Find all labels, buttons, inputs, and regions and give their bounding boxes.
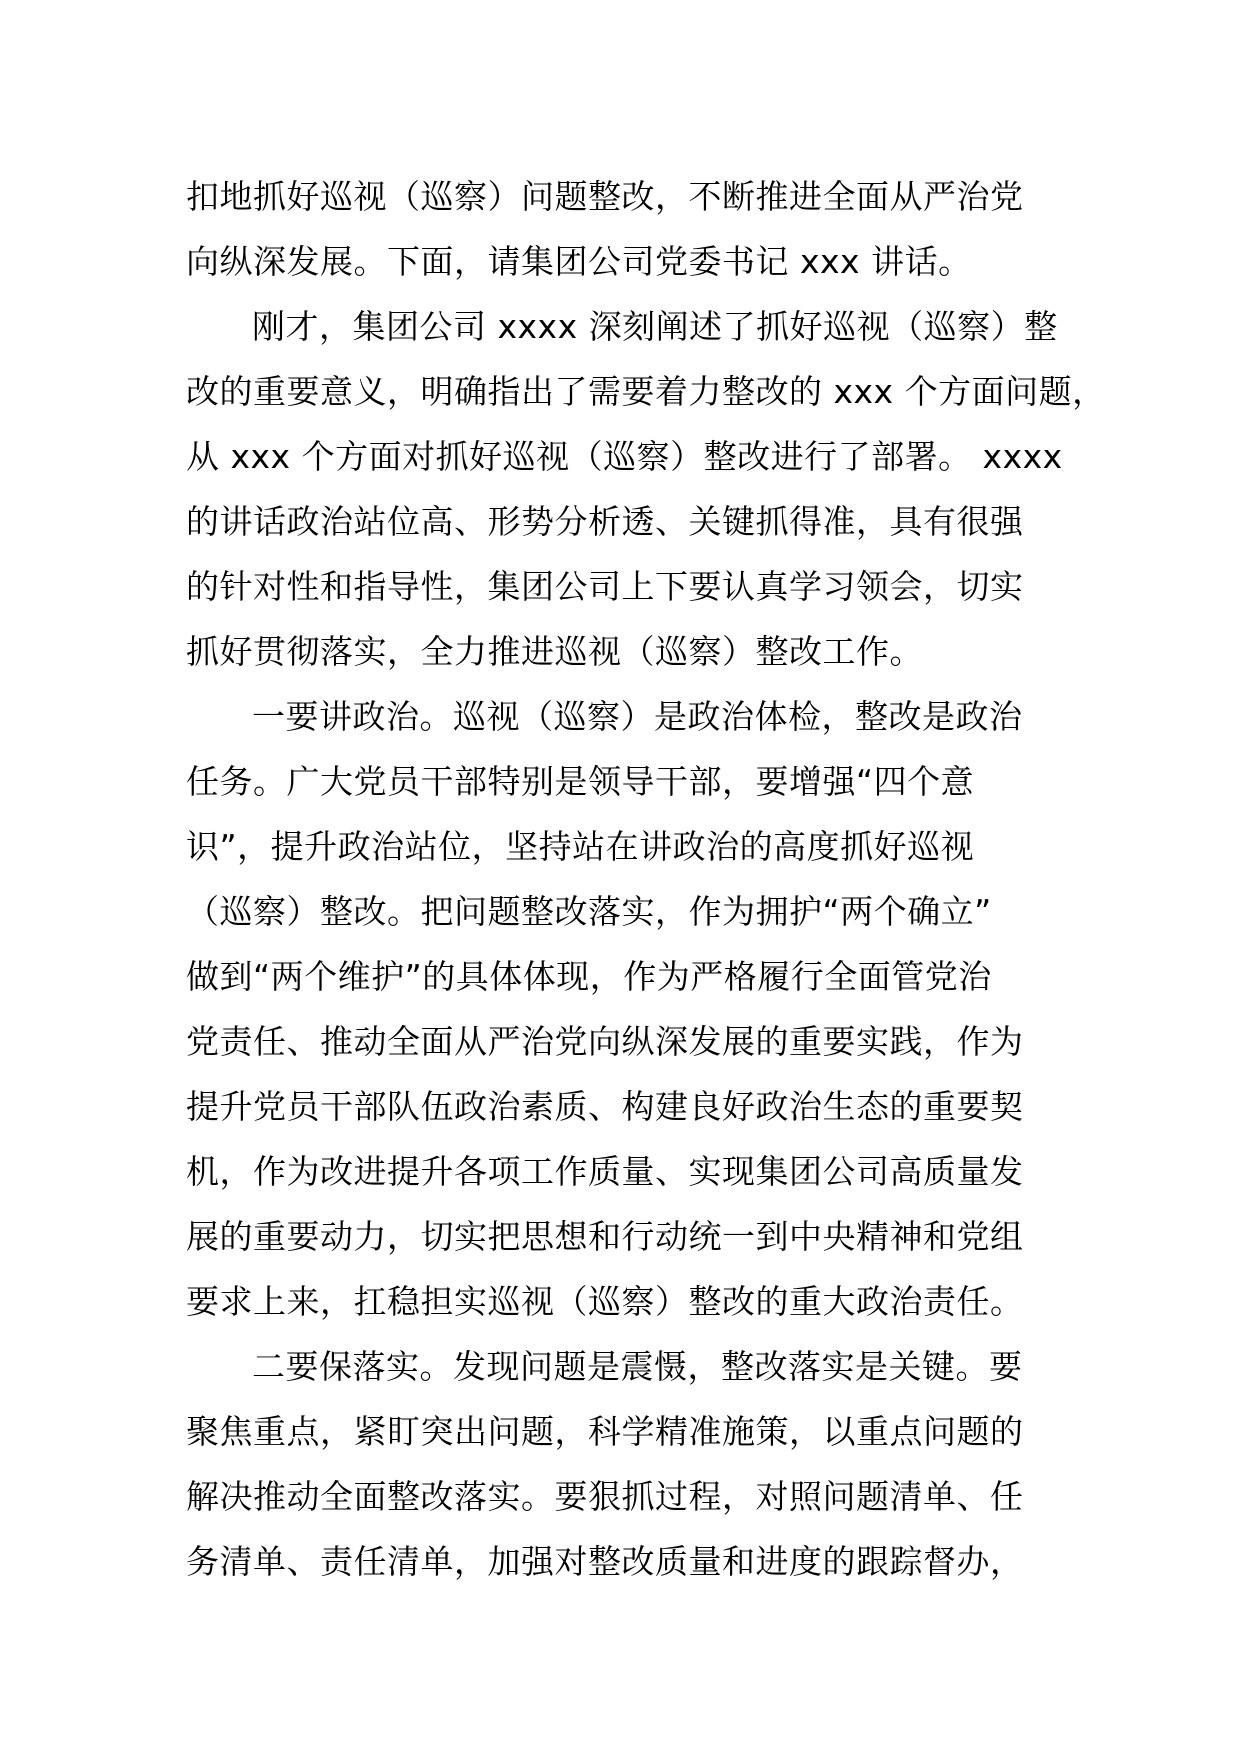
text-line-6: 的讲话政治站位高、形势分析透、关键抓得准，具有很强 [186, 502, 1024, 541]
text-line-21: 解决推动全面整改落实。要狠抓过程，对照问题清单、任 [186, 1477, 1024, 1516]
text-line-4: 改的重要意义，明确指出了需要着力整改的 xxx 个方面问题， [186, 372, 1106, 411]
text-line-5: 从 xxx 个方面对抓好巡视（巡察）整改进行了部署。 xxxx [186, 437, 1063, 476]
text-line-19-paragraph-start: 二要保落实。发现问题是震慑，整改落实是关键。要 [252, 1347, 1023, 1386]
text-line-14: 党责任、推动全面从严治党向纵深发展的重要实践，作为 [186, 1022, 1024, 1061]
text-line-13: 做到“两个维护”的具体体现，作为严格履行全面管党治 [186, 957, 992, 996]
document-body [186, 164, 1106, 1594]
text-line-20: 聚焦重点，紧盯突出问题，科学精准施策，以重点问题的 [186, 1412, 1024, 1451]
text-line-9-paragraph-start: 一要讲政治。巡视（巡察）是政治体检，整改是政治 [252, 697, 1023, 736]
text-line-22: 务清单、责任清单，加强对整改质量和进度的跟踪督办， [186, 1542, 1024, 1581]
text-line-8: 抓好贯彻落实，全力推进巡视（巡察）整改工作。 [186, 632, 923, 671]
text-line-11: 识”，提升政治站位，坚持站在讲政治的高度抓好巡视 [186, 827, 975, 866]
text-line-10: 任务。广大党员干部特别是领导干部，要增强“四个意 [186, 762, 975, 801]
text-line-15: 提升党员干部队伍政治素质、构建良好政治生态的重要契 [186, 1087, 1024, 1126]
text-line-7: 的针对性和指导性，集团公司上下要认真学习领会，切实 [186, 567, 1024, 606]
text-line-16: 机，作为改进提升各项工作质量、实现集团公司高质量发 [186, 1152, 1024, 1191]
text-line-17: 展的重要动力，切实把思想和行动统一到中央精神和党组 [186, 1217, 1024, 1256]
text-line-3-paragraph-start: 刚才，集团公司 xxxx 深刻阐述了抓好巡视（巡察）整 [252, 307, 1058, 346]
text-line-1: 扣地抓好巡视（巡察）问题整改，不断推进全面从严治党 [186, 177, 1024, 216]
text-line-12: （巡察）整改。把问题整改落实，作为拥护“两个确立” [186, 892, 992, 931]
text-line-18: 要求上来，扛稳担实巡视（巡察）整改的重大政治责任。 [186, 1282, 1024, 1321]
text-line-2: 向纵深发展。下面，请集团公司党委书记 xxx 讲话。 [186, 242, 972, 281]
